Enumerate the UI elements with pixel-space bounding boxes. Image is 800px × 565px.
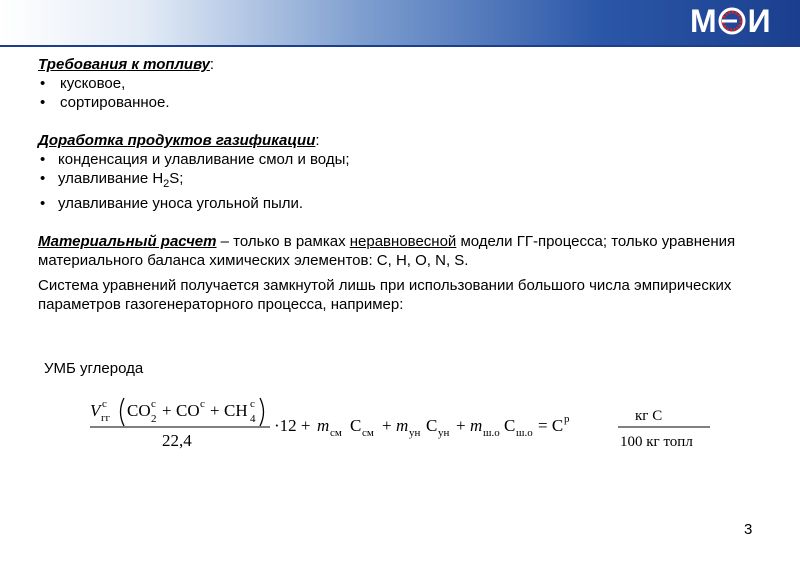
list-item: • кусковое, [38,74,768,93]
gasification-list [38,150,768,213]
list-item: • улавливание уноса угольной пыли. [38,194,768,213]
carbon-balance-formula [90,394,730,458]
formula-plus: + [456,416,466,435]
list-item: • сортированное. [38,93,768,112]
formula-ch4: CH [224,401,248,420]
gasification-heading: Доработка продуктов газификации: [38,132,320,149]
formula-ch4-sup: c [250,398,255,410]
logo-letter-i: И [747,3,770,39]
formula-c-un-sub: ун [438,427,450,439]
formula-v-sub: гг [101,412,111,424]
formula-ch4-sub: 4 [250,413,256,425]
formula-m-sm: m [317,416,330,435]
formula-co2-sub: 2 [151,413,157,425]
formula-c-sm: C [350,416,362,435]
formula-m-sho-sub: ш.о [483,427,500,439]
formula-multiplier: ·12 + [274,416,311,435]
equation-system-paragraph: Система уравнений получается замкнутой лишь при использовании большого числа эмпирических параметров газогенераторного процесса, например: [38,277,732,313]
formula-co-sup: c [200,398,205,410]
formula-m-un: m [396,416,409,435]
formula-denominator: 22,4 [162,431,192,450]
fuel-requirements-list [38,74,768,112]
formula-co: CO [176,401,200,420]
formula-c-sho: C [504,416,516,435]
formula-m-sm-sub: см [330,427,342,439]
logo-emblem-icon [717,6,747,36]
logo-letter-m: М [690,3,716,39]
formula-v-sup: с [102,398,107,410]
page-number: 3 [744,521,753,538]
carbon-balance-label: УМБ углерода [44,360,144,377]
formula-plus: + [210,401,220,420]
formula-unit-numerator: кг С [635,408,663,424]
fuel-requirements-heading: Требования к топливу: [38,56,215,73]
slide-content [38,55,768,314]
formula-c-sho-sub: ш.о [516,427,533,439]
list-item: • улавливание $H_2S$; [38,169,768,194]
formula-co2: CO [127,401,151,420]
mei-logo [690,4,770,38]
formula-c-un: C [426,416,438,435]
formula-equals-c: = C [538,416,564,435]
formula-plus: + [382,416,392,435]
material-calculation-paragraph: Материальный расчет – только в рамках неравновесной модели ГГ-процесса; только уравнения материального баланса химических элементов: C, H, O, N, S. [38,233,736,269]
formula-v: V [90,401,101,420]
list-item: • конденсация и улавливание смол и воды; [38,150,768,169]
formula-plus: + [162,401,172,420]
formula-c-sm-sub: см [362,427,374,439]
header-divider [0,45,800,47]
formula-m-sho: m [470,416,483,435]
formula-co2-sup: c [151,398,156,410]
formula-unit-denominator: 100 кг топл [620,434,693,450]
header-bar [0,0,800,45]
formula-rhs-sup: р [564,413,570,425]
formula-m-un-sub: ун [409,427,421,439]
